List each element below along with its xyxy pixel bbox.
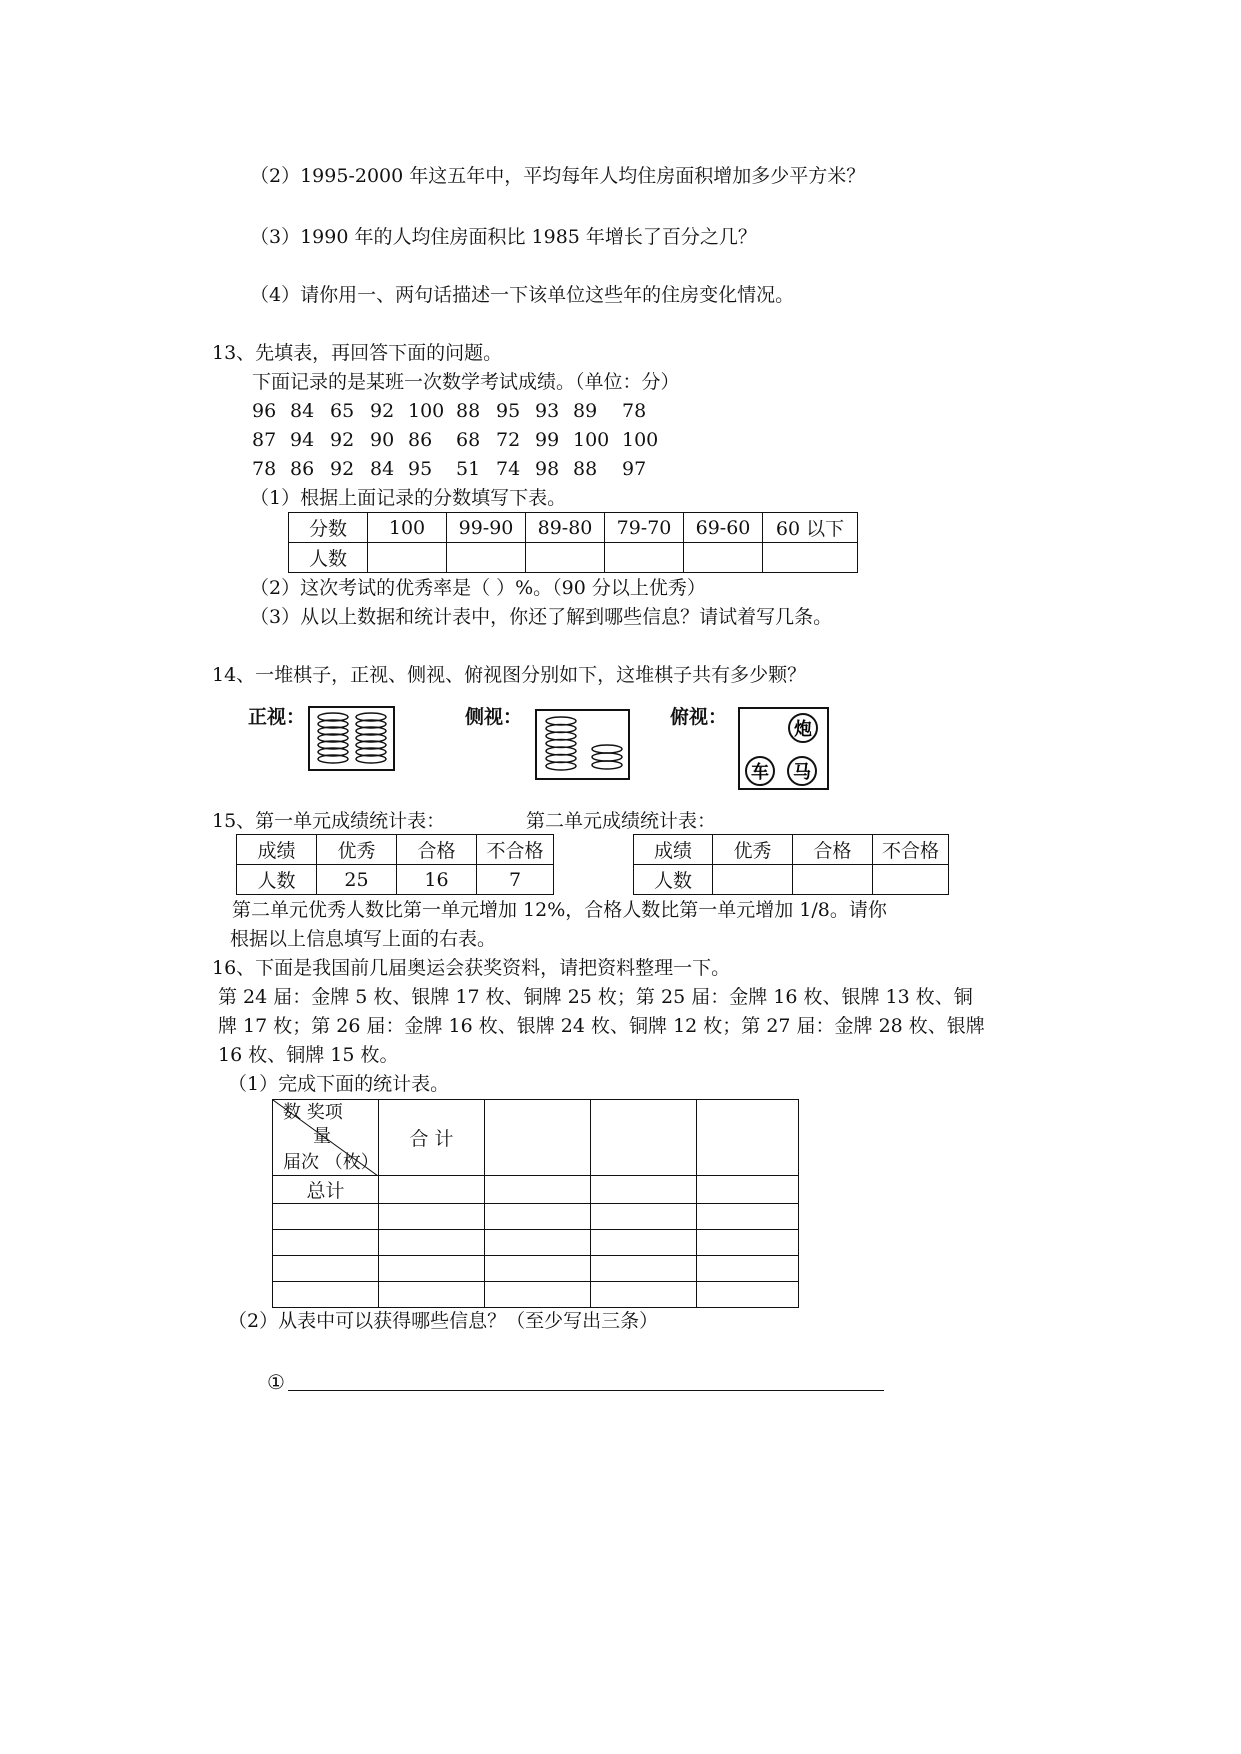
medal-col-total: 合 计 bbox=[379, 1100, 485, 1176]
score-value: 84 bbox=[290, 400, 315, 422]
score-value: 99 bbox=[535, 429, 560, 451]
q16-line1: 第 24 届：金牌 5 枚、银牌 17 枚、铜牌 25 枚；第 25 届：金牌 16 枚、银牌 13 枚、铜 bbox=[218, 986, 973, 1008]
q13-sub2: （2）这次考试的优秀率是（ ）%。（90 分以上优秀） bbox=[250, 577, 706, 599]
front-view-figure bbox=[308, 706, 396, 772]
medal-cell[interactable] bbox=[591, 1176, 697, 1204]
q12-sub4: （4）请你用一、两句话描述一下该单位这些年的住房变化情况。 bbox=[250, 284, 795, 306]
score-value: 100 bbox=[622, 429, 659, 451]
side-view-figure bbox=[535, 709, 631, 781]
medal-cell[interactable] bbox=[591, 1230, 697, 1256]
score-value: 98 bbox=[535, 458, 560, 480]
q14-title: 14、一堆棋子，正视、侧视、俯视图分别如下，这堆棋子共有多少颗？ bbox=[212, 664, 807, 686]
score-table-cell[interactable] bbox=[684, 543, 763, 573]
score-value: 93 bbox=[535, 400, 560, 422]
unit1-header: 优秀 bbox=[317, 835, 397, 865]
q15-text2: 根据以上信息填写上面的右表。 bbox=[230, 928, 497, 950]
score-table-header: 69-60 bbox=[684, 513, 763, 543]
unit1-header: 不合格 bbox=[477, 835, 554, 865]
unit2-cell[interactable] bbox=[793, 865, 873, 895]
chess-piece-che bbox=[746, 757, 774, 785]
medal-cell[interactable] bbox=[697, 1176, 799, 1204]
unit1-cell: 16 bbox=[397, 865, 477, 895]
q12-sub3: （3）1990 年的人均住房面积比 1985 年增长了百分之几？ bbox=[250, 226, 757, 248]
piece-ellipse bbox=[592, 745, 622, 753]
medal-cell[interactable] bbox=[697, 1230, 799, 1256]
q13-sub3: （3）从以上数据和统计表中，你还了解到哪些信息？请试着写几条。 bbox=[250, 606, 833, 628]
medal-cell[interactable] bbox=[697, 1282, 799, 1308]
q16-line2: 牌 17 枚；第 26 届：金牌 16 枚、银牌 24 枚、铜牌 12 枚；第 27 届：金牌 28 枚、银牌 bbox=[218, 1015, 985, 1037]
score-value: 92 bbox=[330, 429, 355, 451]
medal-header-cell[interactable] bbox=[485, 1100, 591, 1176]
score-value: 86 bbox=[408, 429, 433, 451]
corner-label-unit: 量 bbox=[313, 1126, 331, 1147]
score-value: 78 bbox=[622, 400, 647, 422]
score-table-cell[interactable] bbox=[526, 543, 605, 573]
score-value: 90 bbox=[370, 429, 395, 451]
medal-cell[interactable] bbox=[379, 1256, 485, 1282]
unit1-cell: 7 bbox=[477, 865, 554, 895]
medal-cell[interactable] bbox=[485, 1282, 591, 1308]
unit2-header: 不合格 bbox=[873, 835, 949, 865]
score-table-row-label: 人数 bbox=[289, 543, 368, 573]
medal-cell[interactable] bbox=[273, 1230, 379, 1256]
piece-ellipse bbox=[592, 761, 622, 769]
q16-title: 16、下面是我国前几届奥运会获奖资料，请把资料整理一下。 bbox=[212, 957, 731, 979]
score-table-header: 89-80 bbox=[526, 513, 605, 543]
medal-cell[interactable] bbox=[273, 1204, 379, 1230]
medal-header-cell[interactable] bbox=[697, 1100, 799, 1176]
unit2-row-label: 人数 bbox=[634, 865, 713, 895]
score-value: 72 bbox=[496, 429, 521, 451]
q13-sub1: （1）根据上面记录的分数填写下表。 bbox=[250, 487, 567, 509]
q13-intro: 下面记录的是某班一次数学考试成绩。（单位：分） bbox=[252, 371, 680, 393]
score-value: 96 bbox=[252, 400, 277, 422]
answer-line[interactable] bbox=[288, 1390, 884, 1391]
answer-marker: ① bbox=[267, 1370, 285, 1394]
svg-text:车: 车 bbox=[751, 762, 769, 783]
score-table-cell[interactable] bbox=[368, 543, 447, 573]
chess-piece-ma bbox=[788, 757, 816, 785]
score-value: 84 bbox=[370, 458, 395, 480]
unit2-cell[interactable] bbox=[873, 865, 949, 895]
side-view-label: 侧视： bbox=[465, 706, 523, 728]
score-value: 100 bbox=[408, 400, 445, 422]
score-table-cell[interactable] bbox=[763, 543, 858, 573]
medal-cell[interactable] bbox=[379, 1230, 485, 1256]
score-value: 94 bbox=[290, 429, 315, 451]
score-value: 89 bbox=[573, 400, 598, 422]
medal-cell[interactable] bbox=[591, 1282, 697, 1308]
medal-cell[interactable] bbox=[485, 1176, 591, 1204]
q12-sub2: （2）1995-2000 年这五年中，平均每年人均住房面积增加多少平方米？ bbox=[250, 165, 866, 187]
score-value: 92 bbox=[370, 400, 395, 422]
score-table-header: 60 以下 bbox=[763, 513, 858, 543]
medal-cell[interactable] bbox=[697, 1256, 799, 1282]
unit1-table bbox=[236, 834, 554, 895]
medal-cell[interactable] bbox=[379, 1176, 485, 1204]
unit2-header: 合格 bbox=[793, 835, 873, 865]
corner-label-item: 数 奖项 bbox=[283, 1102, 343, 1123]
q15-text1: 第二单元优秀人数比第一单元增加 12%，合格人数比第一单元增加 1/8。请你 bbox=[232, 899, 887, 921]
top-view-label: 俯视： bbox=[670, 706, 728, 728]
q13-title: 13、先填表，再回答下面的问题。 bbox=[212, 342, 503, 364]
unit1-header: 合格 bbox=[397, 835, 477, 865]
unit1-row-label: 人数 bbox=[237, 865, 317, 895]
medal-table-corner bbox=[273, 1100, 379, 1176]
medal-cell[interactable] bbox=[273, 1256, 379, 1282]
score-value: 78 bbox=[252, 458, 277, 480]
medal-cell[interactable] bbox=[273, 1282, 379, 1308]
front-view-label: 正视： bbox=[248, 706, 306, 728]
score-value: 74 bbox=[496, 458, 521, 480]
piece-ellipse bbox=[592, 753, 622, 761]
q16-sub1: （1）完成下面的统计表。 bbox=[228, 1073, 450, 1095]
medal-row-total: 总计 bbox=[273, 1176, 379, 1204]
chess-piece-pao bbox=[789, 714, 817, 742]
unit1-cell: 25 bbox=[317, 865, 397, 895]
unit2-header: 成绩 bbox=[634, 835, 713, 865]
unit1-header: 成绩 bbox=[237, 835, 317, 865]
score-table-header: 分数 bbox=[289, 513, 368, 543]
unit2-header: 优秀 bbox=[713, 835, 793, 865]
score-value: 100 bbox=[573, 429, 610, 451]
score-value: 92 bbox=[330, 458, 355, 480]
q15-title-unit2: 第二单元成绩统计表： bbox=[526, 810, 717, 832]
q16-sub2: （2）从表中可以获得哪些信息？（至少写出三条） bbox=[228, 1310, 659, 1332]
score-value: 87 bbox=[252, 429, 277, 451]
score-value: 86 bbox=[290, 458, 315, 480]
q15-title-unit1: 15、第一单元成绩统计表： bbox=[212, 810, 446, 832]
q16-line3: 16 枚、铜牌 15 枚。 bbox=[218, 1044, 399, 1066]
svg-text:炮: 炮 bbox=[794, 719, 812, 740]
unit2-table bbox=[633, 834, 949, 895]
score-table-cell[interactable] bbox=[605, 543, 684, 573]
score-value: 95 bbox=[496, 400, 521, 422]
corner-label-session: 届次 （枚） bbox=[283, 1152, 379, 1173]
score-table-header: 100 bbox=[368, 513, 447, 543]
score-value: 95 bbox=[408, 458, 433, 480]
score-table bbox=[288, 512, 858, 573]
medal-header-cell[interactable] bbox=[591, 1100, 697, 1176]
score-table-cell[interactable] bbox=[447, 543, 526, 573]
medal-cell[interactable] bbox=[485, 1256, 591, 1282]
medal-cell[interactable] bbox=[379, 1204, 485, 1230]
medal-cell[interactable] bbox=[697, 1204, 799, 1230]
score-value: 68 bbox=[456, 429, 481, 451]
medal-table bbox=[272, 1099, 799, 1308]
svg-text:马: 马 bbox=[793, 762, 811, 783]
score-value: 51 bbox=[456, 458, 481, 480]
score-value: 88 bbox=[456, 400, 481, 422]
score-table-header: 99-90 bbox=[447, 513, 526, 543]
medal-cell[interactable] bbox=[591, 1204, 697, 1230]
score-value: 65 bbox=[330, 400, 355, 422]
top-view-figure bbox=[738, 707, 830, 791]
score-value: 88 bbox=[573, 458, 598, 480]
medal-cell[interactable] bbox=[485, 1204, 591, 1230]
score-table-header: 79-70 bbox=[605, 513, 684, 543]
score-value: 97 bbox=[622, 458, 647, 480]
medal-cell[interactable] bbox=[591, 1256, 697, 1282]
medal-cell[interactable] bbox=[379, 1282, 485, 1308]
medal-cell[interactable] bbox=[485, 1230, 591, 1256]
unit2-cell[interactable] bbox=[713, 865, 793, 895]
